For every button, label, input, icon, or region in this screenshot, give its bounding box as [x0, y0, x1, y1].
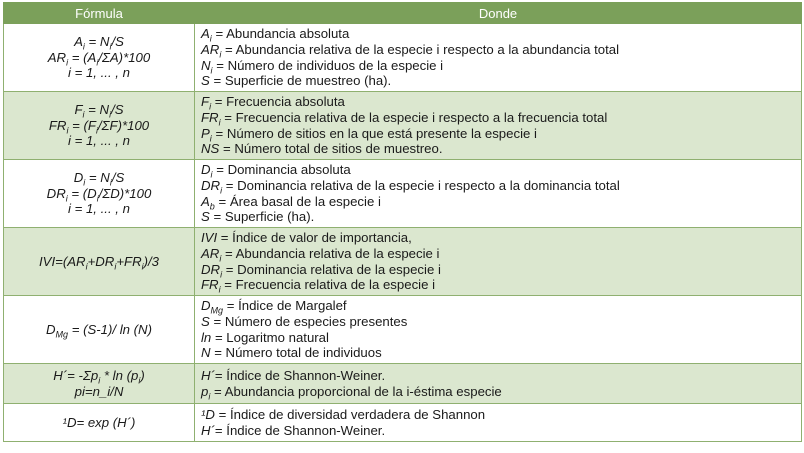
table-row-frequency: [4, 92, 802, 160]
definition-line: H´= Índice de Shannon-Weiner.: [201, 422, 386, 438]
formula-line: pi=n_i/N: [74, 383, 124, 399]
definition-cell: [195, 160, 802, 228]
formula-cell: [4, 296, 195, 364]
formula-cell: [4, 92, 195, 160]
formula-cell: [4, 404, 195, 442]
definition-line: S = Número de especies presentes: [201, 313, 408, 329]
definition-line: S = Superficie (ha).: [201, 209, 315, 225]
formula-cell: [4, 24, 195, 92]
definition-line: $DR_i$ = Dominancia relativa de la especie i respecto a la dominancia total: [201, 177, 620, 196]
formula-line: $A_i = N_i/S$: [74, 34, 124, 52]
table-row-true-diversity: [4, 404, 802, 442]
formula-cell: [4, 160, 195, 228]
formula-line: $IVI=(AR_i+DR_i+FR_i)/3$: [39, 253, 159, 272]
definition-line: N = Número total de individuos: [201, 345, 382, 361]
table-row-dominance: [4, 160, 802, 228]
definition-line: H´= Índice de Shannon-Weiner.: [201, 367, 386, 383]
definition-line: $N_i$ = Número de individuos de la especie i: [201, 57, 444, 76]
table-row-margalef: [4, 296, 802, 364]
definition-line: S = Superficie de muestreo (ha).: [201, 73, 392, 89]
definition-line: $A_b$ = Área basal de la especie i: [201, 193, 381, 212]
formula-line: $DR_i = (D_i/\Sigma D)*100$: [46, 185, 152, 204]
header-where: Donde: [195, 3, 802, 24]
definition-line: ln = Logaritmo natural: [201, 329, 329, 345]
formula-table: [3, 2, 802, 442]
formula-line: $AR_i = (A_i/\Sigma A)*100$: [47, 49, 151, 68]
definition-cell: [195, 24, 802, 92]
definition-line: $FR_i$ = Frecuencia relativa de la especie i respecto a la frecuencia total: [201, 109, 608, 128]
definition-line: $DR_i$ = Dominancia relativa de la especie i: [201, 261, 441, 280]
definition-cell: [195, 228, 802, 296]
formula-cell: [4, 228, 195, 296]
formula-line: i = 1, ... , n: [68, 201, 130, 217]
definition-line: $P_i$ = Número de sitios en la que está presente la especie i: [201, 125, 537, 144]
definition-line: $F_i$ = Frecuencia absoluta: [201, 94, 345, 112]
formula-line: H´= $-\Sigma p_i$ * $\ln (p_i)$: [53, 367, 145, 386]
definition-cell: [195, 404, 802, 442]
formula-line: $F_i = N_i/S$: [74, 102, 124, 120]
definition-line: IVI = Índice de valor de importancia,: [201, 230, 412, 246]
definition-line: $p_i$ = Abundancia proporcional de la i-éstima especie: [201, 383, 502, 402]
formula-cell: [4, 364, 195, 404]
formula-line: $D_{Mg} = (S-1)/$ ln (N): [46, 321, 152, 340]
formula-line: $FR_i = (F_i/\Sigma F)*100$: [48, 117, 150, 136]
definition-line: $D_i$ = Dominancia absoluta: [201, 162, 351, 180]
definition-line: $AR_i$ = Abundancia relativa de la especie i: [201, 245, 440, 264]
header-row: [4, 3, 802, 24]
definition-line: ¹D = Índice de diversidad verdadera de Shannon: [201, 406, 486, 422]
header-formula: Fórmula: [4, 3, 195, 24]
definition-cell: [195, 296, 802, 364]
definition-line: $A_i$ = Abundancia absoluta: [201, 26, 350, 44]
table-row-shannon: [4, 364, 802, 404]
definition-cell: [195, 364, 802, 404]
definition-line: $D_{Mg}$ = Índice de Margalef: [201, 298, 347, 316]
definition-line: $AR_i$ = Abundancia relativa de la especie i respecto a la abundancia total: [201, 41, 620, 60]
table-row-abundance: [4, 24, 802, 92]
formula-line: $D_i = N_i/S$: [73, 170, 125, 188]
formula-line: ¹D= exp (H´): [62, 414, 136, 430]
formula-line: i = 1, ... , n: [68, 133, 130, 149]
definition-line: $FR_i$ = Frecuencia relativa de la especie i: [201, 277, 436, 295]
table-row-ivi: [4, 228, 802, 296]
definition-cell: [195, 92, 802, 160]
definition-line: NS = Número total de sitios de muestreo.: [201, 141, 443, 157]
formula-line: i = 1, ... , n: [68, 65, 130, 81]
